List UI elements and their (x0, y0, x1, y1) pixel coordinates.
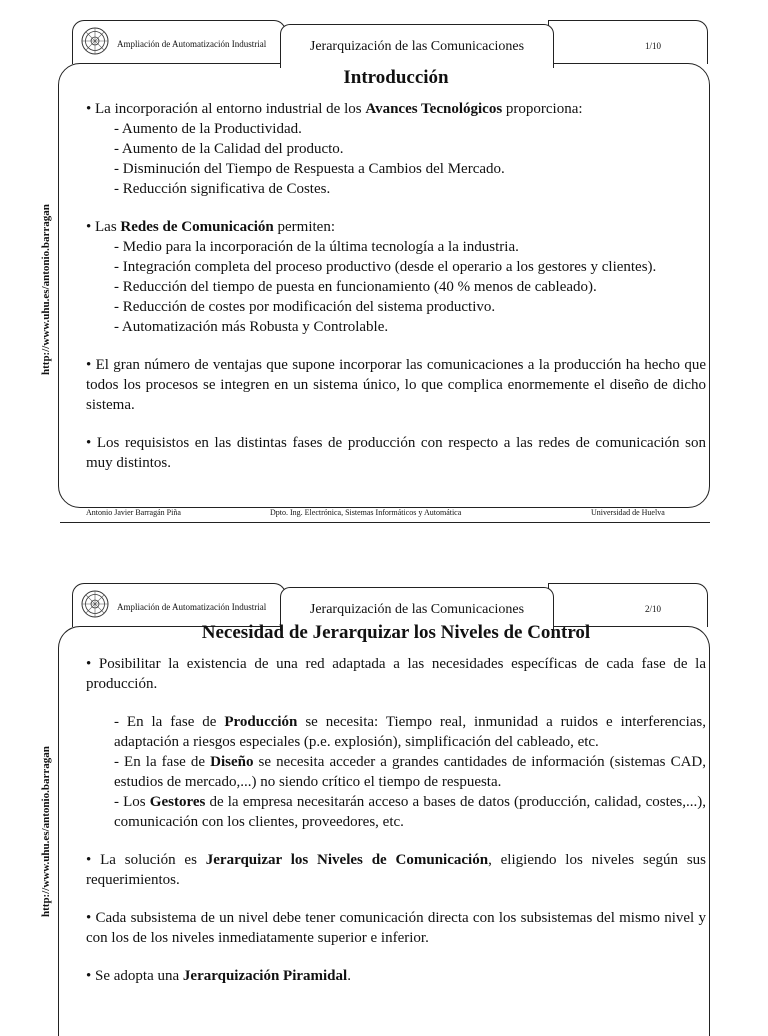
subject-label: Ampliación de Automatización Industrial (117, 39, 267, 49)
list-item: - Aumento de la Calidad del producto. (114, 141, 344, 157)
bullet-2: • Las Redes de Comunicación permiten: (86, 219, 335, 235)
list-item: - Medio para la incorporación de la última tecnología a la industria. (114, 239, 519, 255)
page-number: 2/10 (644, 604, 661, 614)
bullet-3: • El gran número de ventajas que supone incorporar las comunicaciones a la producción ha hecho que todos los procesos se integren en un sistema único, lo que complica enormemente el diseño de dicho sistema. (86, 357, 706, 413)
footer-university: Universidad de Huelva (591, 508, 665, 517)
sub-paragraph-diseno: - En la fase de Diseño se necesita acceder a grandes cantidades de información (sistemas CAD, estudios de mercado,...) no siendo crítico el tiempo de respuesta. (114, 754, 706, 790)
bullet-4: • Los requisistos en las distintas fases de producción con respecto a las redes de comunicación son muy distintos. (86, 435, 706, 471)
slide-content (86, 622, 706, 986)
list-item: - Disminución del Tiempo de Respuesta a Cambios del Mercado. (114, 161, 505, 177)
footer-author: Antonio Javier Barragán Piña (86, 508, 181, 517)
side-url: http://www.uhu.es/antonio.barragan (40, 204, 52, 376)
slide-title: Introducción (343, 67, 449, 88)
sub-paragraph-gestores: - Los Gestores de la empresa necesitarán acceso a bases de datos (producción, calidad, costes,...), comunicación con los clientes, proveedores, etc. (114, 794, 706, 830)
slide-title: Necesidad de Jerarquizar los Niveles de Control (201, 622, 591, 643)
side-url: http://www.uhu.es/antonio.barragan (40, 746, 52, 918)
bullet-1: • La incorporación al entorno industrial de los Avances Tecnológicos proporciona: (86, 101, 583, 117)
header-title: Jerarquización de las Comunicaciones (309, 39, 525, 54)
list-item: - Reducción significativa de Costes. (114, 181, 331, 197)
footer-divider (60, 522, 710, 523)
bullet-2-subitems (86, 237, 706, 337)
bullet-2: • La solución es Jerarquizar los Niveles de Comunicación, eligiendo los niveles según sus requerimientos. (86, 852, 706, 888)
list-item: - Automatización más Robusta y Controlable. (114, 319, 389, 335)
list-item: - Aumento de la Productividad. (114, 121, 302, 137)
sub-paragraph-produccion: - En la fase de Producción se necesita: Tiempo real, inmunidad a ruidos e interferencias, adaptación a riesgos especiales (p.e. explosión), simplificación del cableado, etc. (114, 714, 706, 750)
bullet-1-subitems (86, 119, 706, 199)
subject-tab (72, 20, 286, 64)
page-number: 1/10 (644, 41, 661, 51)
page-tab (548, 20, 708, 64)
header-title-tab (280, 24, 554, 68)
university-seal-icon (81, 590, 109, 618)
header-title: Jerarquización de las Comunicaciones (309, 602, 525, 617)
slide-2 (0, 563, 768, 1024)
subject-label: Ampliación de Automatización Industrial (117, 602, 267, 612)
university-seal-icon (81, 27, 109, 55)
bullet-4: • Se adopta una Jerarquización Piramidal. (86, 968, 351, 984)
list-item: - Reducción del tiempo de puesta en funcionamiento (40 % menos de cableado). (114, 279, 597, 295)
list-item: - Integración completa del proceso productivo (desde el operario a los gestores y clientes). (114, 259, 657, 275)
bullet-3: • Cada subsistema de un nivel debe tener comunicación directa con los subsistemas del mismo nivel y con los de los niveles inmediatamente superior e inferior. (86, 910, 706, 946)
footer-department: Dpto. Ing. Electrónica, Sistemas Informáticos y Automática (270, 508, 462, 517)
bullet-1: • Posibilitar la existencia de una red adaptada a las necesidades específicas de cada fase de la producción. (86, 656, 706, 692)
slide-content (86, 63, 706, 473)
list-item: - Reducción de costes por modificación del sistema productivo. (114, 299, 496, 315)
